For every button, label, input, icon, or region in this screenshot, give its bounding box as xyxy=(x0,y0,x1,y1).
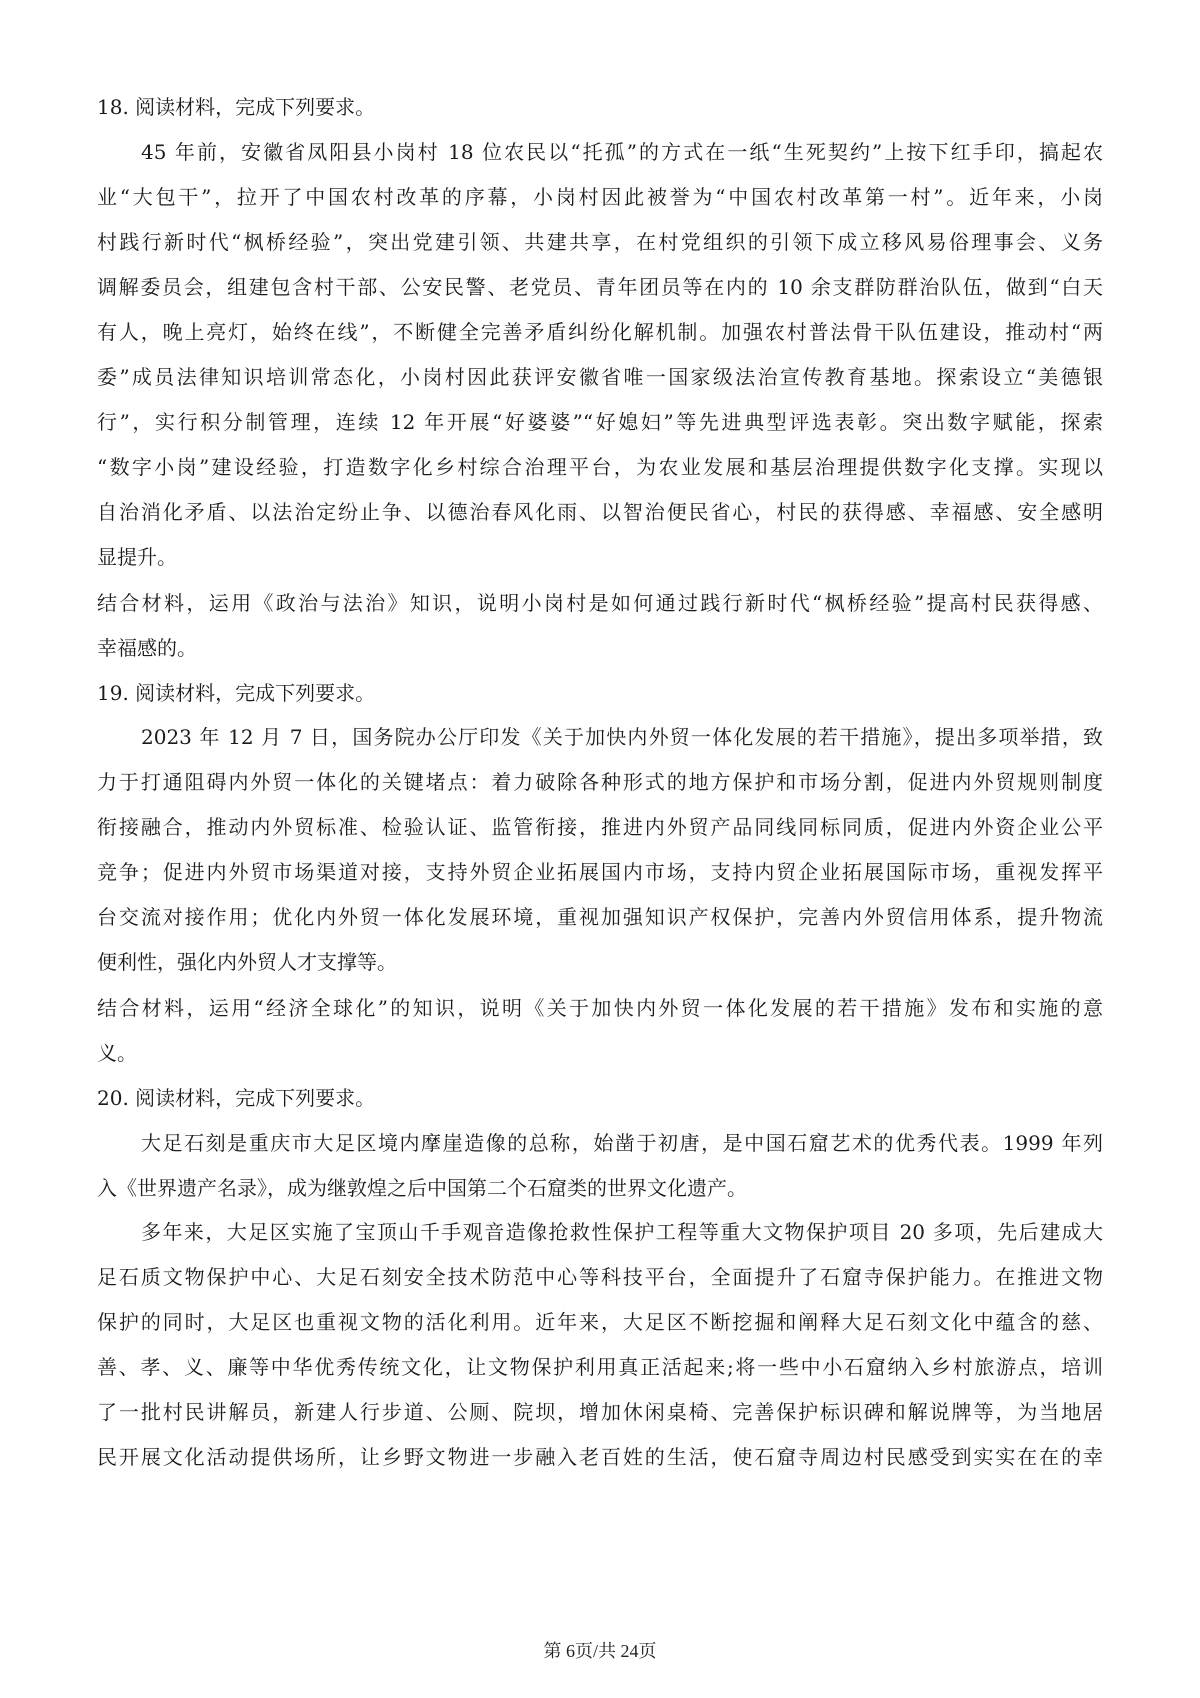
q19-material-line: 2023 年 12 月 7 日，国务院办公厅印发《关于加快内外贸一体化发展的若干措施》，提出多项举措，致 xyxy=(141,725,1103,749)
q20-para1-line: 大足石刻是重庆市大足区境内摩崖造像的总称，始凿于初唐，是中国石窟艺术的优秀代表。1999 年列 xyxy=(141,1131,1103,1155)
q20-para1-line: 入《世界遗产名录》，成为继敦煌之后中国第二个石窟类的世界文化遗产。 xyxy=(97,1176,747,1200)
q19-question-line: 结合材料，运用“经济全球化”的知识，说明《关于加快内外贸一体化发展的若干措施》发布和实施的意 xyxy=(97,996,1103,1020)
q19-material-line: 台交流对接作用；优化内外贸一体化发展环境，重视加强知识产权保护，完善内外贸信用体系，提升物流 xyxy=(97,905,1103,929)
q20-para2-line: 多年来，大足区实施了宝顶山千手观音造像抢救性保护工程等重大文物保护项目 20 多项，先后建成大 xyxy=(141,1220,1103,1244)
q19-material-line: 竞争；促进内外贸市场渠道对接，支持外贸企业拓展国内市场，支持内贸企业拓展国际市场，重视发挥平 xyxy=(97,860,1103,884)
q20-para2-line: 善、孝、义、廉等中华优秀传统文化，让文物保护利用真正活起来;将一些中小石窟纳入乡村旅游点，培训 xyxy=(97,1355,1103,1379)
q19-material-line: 便利性，强化内外贸人才支撑等。 xyxy=(97,950,397,974)
q19-material-line: 衔接融合，推动内外贸标准、检验认证、监管衔接，推进内外贸产品同线同标同质，促进内外资企业公平 xyxy=(97,815,1103,839)
q18-material-line: 自治消化矛盾、以法治定纷止争、以德治春风化雨、以智治便民省心，村民的获得感、幸福感、安全感明 xyxy=(97,500,1103,524)
q20-para2-line: 了一批村民讲解员，新建人行步道、公厕、院坝，增加休闲桌椅、完善保护标识碑和解说牌等，为当地居 xyxy=(97,1400,1103,1424)
q19-material-line: 力于打通阻碍内外贸一体化的关键堵点：着力破除各种形式的地方保护和市场分割，促进内外贸规则制度 xyxy=(97,770,1103,794)
q18-material-line: 有人，晚上亮灯，始终在线”，不断健全完善矛盾纠纷化解机制。加强农村普法骨干队伍建设，推动村“两 xyxy=(97,320,1103,344)
q18-material-line: 行”，实行积分制管理，连续 12 年开展“好婆婆”“好媳妇”等先进典型评选表彰。突出数字赋能，探索 xyxy=(97,410,1103,434)
q20-heading: 20. 阅读材料，完成下列要求。 xyxy=(97,1086,376,1110)
q18-material-line: 委”成员法律知识培训常态化，小岗村因此获评安徽省唯一国家级法治宣传教育基地。探索设立“美德银 xyxy=(97,365,1103,389)
q18-material-line: 45 年前，安徽省凤阳县小岗村 18 位农民以“托孤”的方式在一纸“生死契约”上按下红手印，搞起农 xyxy=(141,140,1103,164)
q20-para2-line: 民开展文化活动提供场所，让乡野文物进一步融入老百姓的生活，使石窟寺周边村民感受到实实在在的幸 xyxy=(97,1445,1103,1469)
q18-question-line: 幸福感的。 xyxy=(97,636,197,660)
q18-material-line: 显提升。 xyxy=(97,545,177,569)
q18-material-line: 业“大包干”，拉开了中国农村改革的序幕，小岗村因此被誉为“中国农村改革第一村”。近年来，小岗 xyxy=(97,185,1103,209)
q18-material-line: 调解委员会，组建包含村干部、公安民警、老党员、青年团员等在内的 10 余支群防群治队伍，做到“白天 xyxy=(97,275,1103,299)
page-number-footer: 第 6页/共 24页 xyxy=(543,1641,657,1661)
q20-para2-line: 足石质文物保护中心、大足石刻安全技术防范中心等科技平台，全面提升了石窟寺保护能力。在推进文物 xyxy=(97,1265,1103,1289)
q18-material-line: 村践行新时代“枫桥经验”，突出党建引领、共建共享，在村党组织的引领下成立移风易俗理事会、义务 xyxy=(97,230,1103,254)
q19-heading: 19. 阅读材料，完成下列要求。 xyxy=(97,681,376,705)
q20-para2-line: 保护的同时，大足区也重视文物的活化利用。近年来，大足区不断挖掘和阐释大足石刻文化中蕴含的慈、 xyxy=(97,1310,1103,1334)
q19-question-line: 义。 xyxy=(97,1041,137,1065)
q18-heading: 18. 阅读材料，完成下列要求。 xyxy=(97,95,376,119)
q18-question-line: 结合材料，运用《政治与法治》知识，说明小岗村是如何通过践行新时代“枫桥经验”提高村民获得感、 xyxy=(97,591,1103,615)
q18-material-line: “数字小岗”建设经验，打造数字化乡村综合治理平台，为农业发展和基层治理提供数字化支撑。实现以 xyxy=(97,455,1103,479)
